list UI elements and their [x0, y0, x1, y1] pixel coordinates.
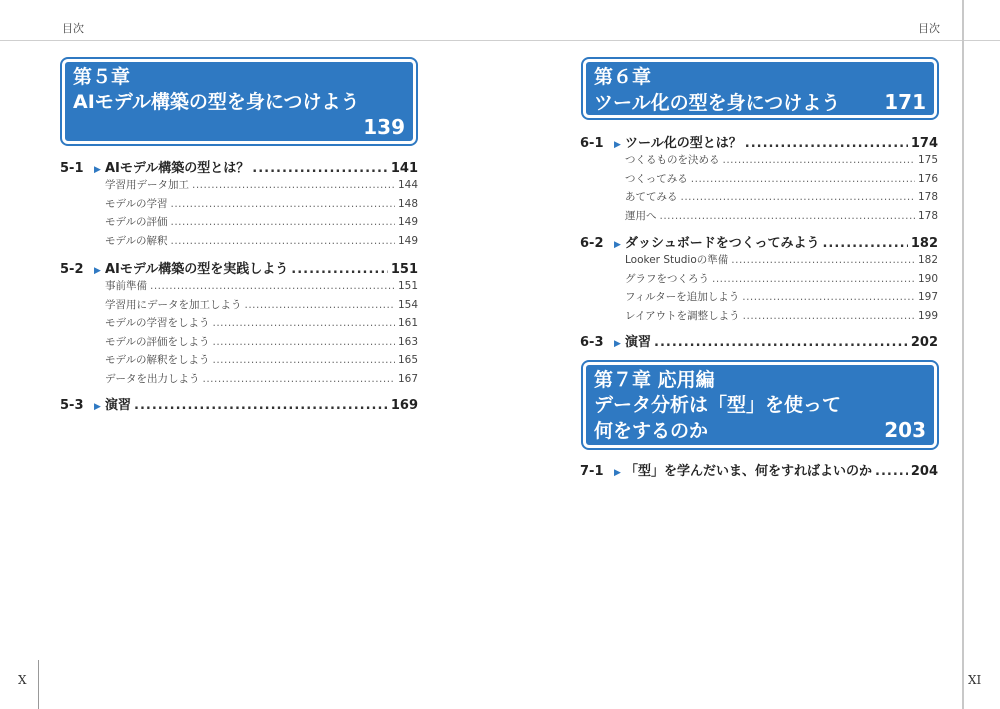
dot-leader: [203, 373, 395, 385]
section-number: 6-1: [580, 136, 604, 151]
toc-subentry[interactable]: [580, 152, 938, 171]
triangle-marker-icon: ▶: [614, 140, 621, 150]
dot-leader: [291, 262, 388, 277]
dot-leader: [150, 280, 395, 292]
subsection-title: つくるものを決める: [625, 154, 720, 166]
subsection-title: モデルの評価: [105, 216, 168, 229]
subsection-page: 154: [397, 298, 418, 311]
triangle-marker-icon: ▶: [614, 339, 621, 349]
subsection-page: 167: [397, 372, 418, 385]
section-title: 「型」を学んだいま、何をすればよいのか: [625, 464, 873, 479]
chapter-6-banner[interactable]: [583, 59, 937, 118]
subsection-page: 178: [917, 209, 938, 222]
toc-entry-5-3[interactable]: [60, 394, 418, 414]
toc-subentry[interactable]: [60, 334, 418, 353]
subsection-page: 148: [397, 197, 418, 210]
dot-leader: [712, 273, 915, 285]
subsection-page: 165: [397, 354, 418, 367]
toc-subentry[interactable]: [580, 289, 938, 308]
subsection-title: データを出力しよう: [105, 372, 200, 385]
toc-section: [60, 157, 418, 251]
section-title: 演習: [625, 335, 652, 350]
dot-leader: [654, 335, 908, 350]
toc-section: [580, 331, 938, 351]
section-title: ツール化の型とは？: [625, 136, 742, 151]
dot-leader: [660, 210, 915, 222]
dot-leader: [691, 173, 915, 185]
toc-subentry[interactable]: [60, 177, 418, 196]
chapter-7-heading: 第７章 応用編: [594, 369, 715, 391]
dot-leader: [212, 354, 394, 366]
subsection-title: Looker Studioの準備: [625, 254, 729, 266]
subsection-title: モデルの評価をしよう: [105, 335, 210, 348]
subsection-page: 190: [917, 272, 938, 285]
toc-section: [580, 232, 938, 326]
subsection-title: 学習用データ加工: [105, 179, 189, 191]
section-number: 5-3: [60, 398, 84, 413]
subsection-title: グラフをつくろう: [625, 272, 709, 285]
triangle-marker-icon: ▶: [94, 165, 101, 175]
chapter-5-banner[interactable]: [62, 59, 416, 144]
dot-leader: [822, 236, 907, 251]
subsection-page: 178: [917, 191, 938, 204]
subsection-page: 149: [397, 234, 418, 247]
subsection-page: 161: [397, 317, 418, 330]
dot-leader: [875, 464, 908, 479]
toc-subentry[interactable]: [580, 308, 938, 327]
chapter-7-title-line2: 何をするのか: [594, 420, 709, 442]
section-number: 6-2: [580, 236, 604, 251]
toc-subentry[interactable]: [580, 271, 938, 290]
toc-subentry[interactable]: [60, 214, 418, 233]
triangle-marker-icon: ▶: [614, 240, 621, 250]
section-number: 7-1: [580, 464, 604, 479]
triangle-marker-icon: ▶: [94, 402, 101, 412]
toc-subentry[interactable]: [60, 196, 418, 215]
section-page: 151: [390, 262, 418, 277]
dot-leader: [681, 191, 915, 203]
page-number-left: X: [18, 673, 27, 687]
dot-leader: [742, 291, 915, 303]
subsection-page: 144: [397, 179, 418, 191]
subsection-page: 182: [917, 254, 938, 266]
header-rule: [0, 40, 1000, 41]
toc-section: [580, 460, 938, 480]
dot-leader: [245, 299, 395, 311]
section-page: 174: [910, 136, 938, 151]
section-title: AIモデル構築の型を実践しよう: [105, 262, 289, 277]
subsection-title: 運用へ: [625, 209, 657, 222]
chapter-5-page: 139: [363, 115, 405, 139]
subsection-page: 163: [397, 335, 418, 348]
toc-subentry[interactable]: [60, 352, 418, 371]
chapter-7-title-line1: データ分析は「型」を使って: [594, 394, 842, 416]
subsection-page: 149: [397, 216, 418, 229]
toc-entry-6-2[interactable]: [580, 232, 938, 252]
dot-leader: [743, 310, 915, 322]
toc-entry-7-1[interactable]: [580, 460, 938, 480]
dot-leader: [723, 154, 915, 166]
section-number: 5-2: [60, 262, 84, 277]
chapter-5-title: AIモデル構築の型を身につけよう: [73, 91, 360, 113]
section-page: 169: [390, 398, 418, 413]
chapter-6-page: 171: [884, 90, 926, 114]
toc-subentry[interactable]: [60, 297, 418, 316]
toc-entry-6-3[interactable]: [580, 331, 938, 351]
toc-section: [60, 394, 418, 414]
toc-subentry[interactable]: [580, 252, 938, 271]
dot-leader: [170, 216, 394, 228]
dot-leader: [731, 254, 915, 266]
subsection-page: 176: [917, 172, 938, 185]
section-number: 5-1: [60, 161, 84, 176]
section-title: ダッシュボードをつくってみよう: [625, 236, 820, 251]
subsection-title: フィルターを追加しよう: [625, 291, 740, 304]
subsection-title: 学習用にデータを加工しよう: [105, 298, 242, 311]
dot-leader: [134, 398, 388, 413]
section-page: 204: [910, 464, 938, 479]
section-title: 演習: [105, 398, 132, 413]
toc-subentry[interactable]: [580, 208, 938, 227]
subsection-page: 197: [917, 291, 938, 304]
triangle-marker-icon: ▶: [94, 266, 101, 276]
toc-entry-5-2[interactable]: [60, 258, 418, 278]
toc-entry-6-1[interactable]: [580, 132, 938, 152]
section-page: 182: [910, 236, 938, 251]
running-header-right: 目次: [918, 22, 940, 35]
dot-leader: [192, 179, 395, 191]
section-page: 202: [910, 335, 938, 350]
toc-subentry[interactable]: [60, 315, 418, 334]
chapter-7-banner[interactable]: [583, 362, 937, 448]
chapter-5-heading: 第５章: [73, 66, 131, 88]
subsection-title: レイアウトを調整しよう: [625, 309, 740, 322]
page-number-right: XI: [968, 673, 982, 687]
dot-leader: [212, 317, 394, 329]
subsection-title: モデルの学習をしよう: [105, 317, 210, 330]
section-page: 141: [390, 161, 418, 176]
subsection-page: 151: [397, 280, 418, 292]
toc-subentry[interactable]: [60, 233, 418, 252]
subsection-title: 事前準備: [105, 280, 147, 292]
dot-leader: [170, 198, 394, 210]
subsection-title: モデルの解釈をしよう: [105, 354, 210, 367]
running-header-left: 目次: [62, 22, 84, 35]
chapter-6-title: ツール化の型を身につけよう: [594, 92, 841, 114]
dot-leader: [252, 161, 388, 176]
toc-entry-5-1[interactable]: [60, 157, 418, 177]
subsection-title: つくってみる: [625, 172, 688, 185]
subsection-page: 175: [917, 154, 938, 166]
chapter-6-heading: 第６章: [594, 66, 652, 88]
toc-section: [60, 258, 418, 390]
toc-section: [580, 132, 938, 226]
subsection-page: 199: [917, 309, 938, 322]
subsection-title: モデルの解釈: [105, 234, 168, 247]
dot-leader: [212, 336, 394, 348]
section-title: AIモデル構築の型とは？: [105, 161, 250, 176]
section-number: 6-3: [580, 335, 604, 350]
folio-rule: [38, 660, 39, 709]
toc-subentry[interactable]: [60, 371, 418, 390]
toc-subentry[interactable]: [580, 171, 938, 190]
dot-leader: [745, 136, 908, 151]
toc-subentry[interactable]: [60, 278, 418, 297]
toc-subentry[interactable]: [580, 189, 938, 208]
triangle-marker-icon: ▶: [614, 468, 621, 478]
chapter-7-page: 203: [884, 418, 926, 442]
subsection-title: モデルの学習: [105, 197, 168, 210]
page-edge-rule: [962, 0, 964, 709]
dot-leader: [170, 235, 394, 247]
subsection-title: あててみる: [625, 191, 678, 204]
